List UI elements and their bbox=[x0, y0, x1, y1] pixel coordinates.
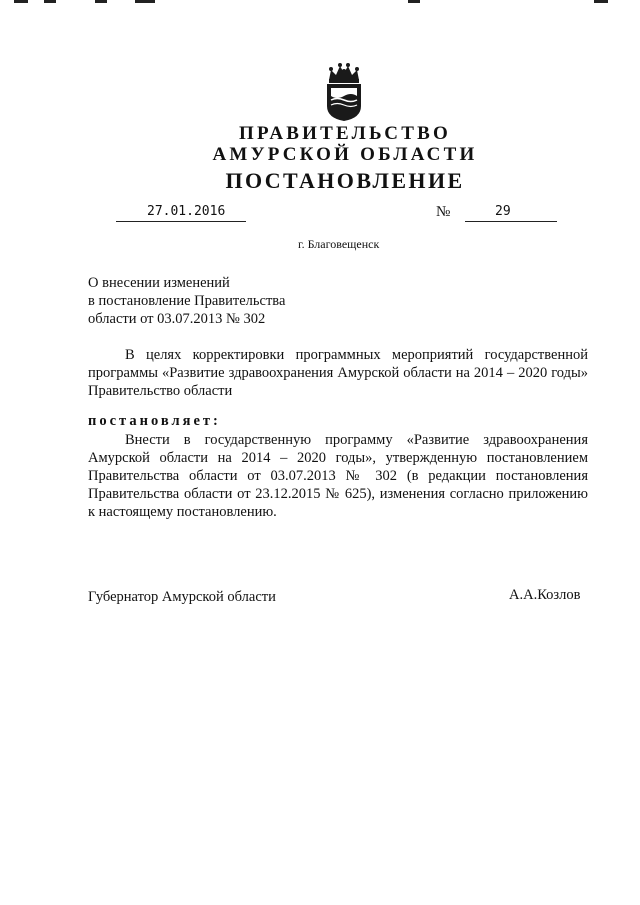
scan-mark bbox=[594, 0, 608, 3]
scan-mark bbox=[95, 0, 107, 3]
subject-line: в постановление Правительства bbox=[88, 293, 286, 309]
signer-title: Губернатор Амурской области bbox=[88, 589, 276, 605]
scan-mark bbox=[135, 0, 155, 3]
scan-mark bbox=[44, 0, 56, 3]
org-name-line2: АМУРСКОЙ ОБЛАСТИ bbox=[212, 144, 478, 165]
org-name-line1: ПРАВИТЕЛЬСТВО bbox=[239, 123, 451, 144]
scan-mark bbox=[408, 0, 420, 3]
document-number: 29 bbox=[465, 204, 557, 222]
coat-of-arms-icon bbox=[321, 62, 367, 122]
signer-name: А.А.Козлов bbox=[509, 587, 581, 603]
subject-line: области от 03.07.2013 № 302 bbox=[88, 311, 266, 327]
decree-word: постановляет: bbox=[88, 413, 221, 429]
scan-mark bbox=[14, 0, 28, 3]
subject-line: О внесении изменений bbox=[88, 275, 230, 291]
city-label: г. Благовещенск bbox=[298, 237, 380, 251]
number-sign: № bbox=[436, 204, 451, 220]
preamble-paragraph: В целях корректировки программных мероприятий государственной программы «Развитие здравоохранения Амурской области на 2014 – 2020 годы» Правительство области bbox=[88, 347, 588, 399]
operative-paragraph: Внести в государственную программу «Развитие здравоохранения Амурской области на 2014 – 2020 годы», утвержденную постановлением Правительства области от 03.07.2013 № 302 (в редакции постановления Правительства области от 23.12.2015 № 625), изменения согласно приложению к настоящему постановлению. bbox=[88, 432, 588, 520]
document-type: ПОСТАНОВЛЕНИЕ bbox=[225, 168, 465, 193]
document-subject bbox=[88, 274, 285, 328]
document-date: 27.01.2016 bbox=[116, 204, 246, 222]
